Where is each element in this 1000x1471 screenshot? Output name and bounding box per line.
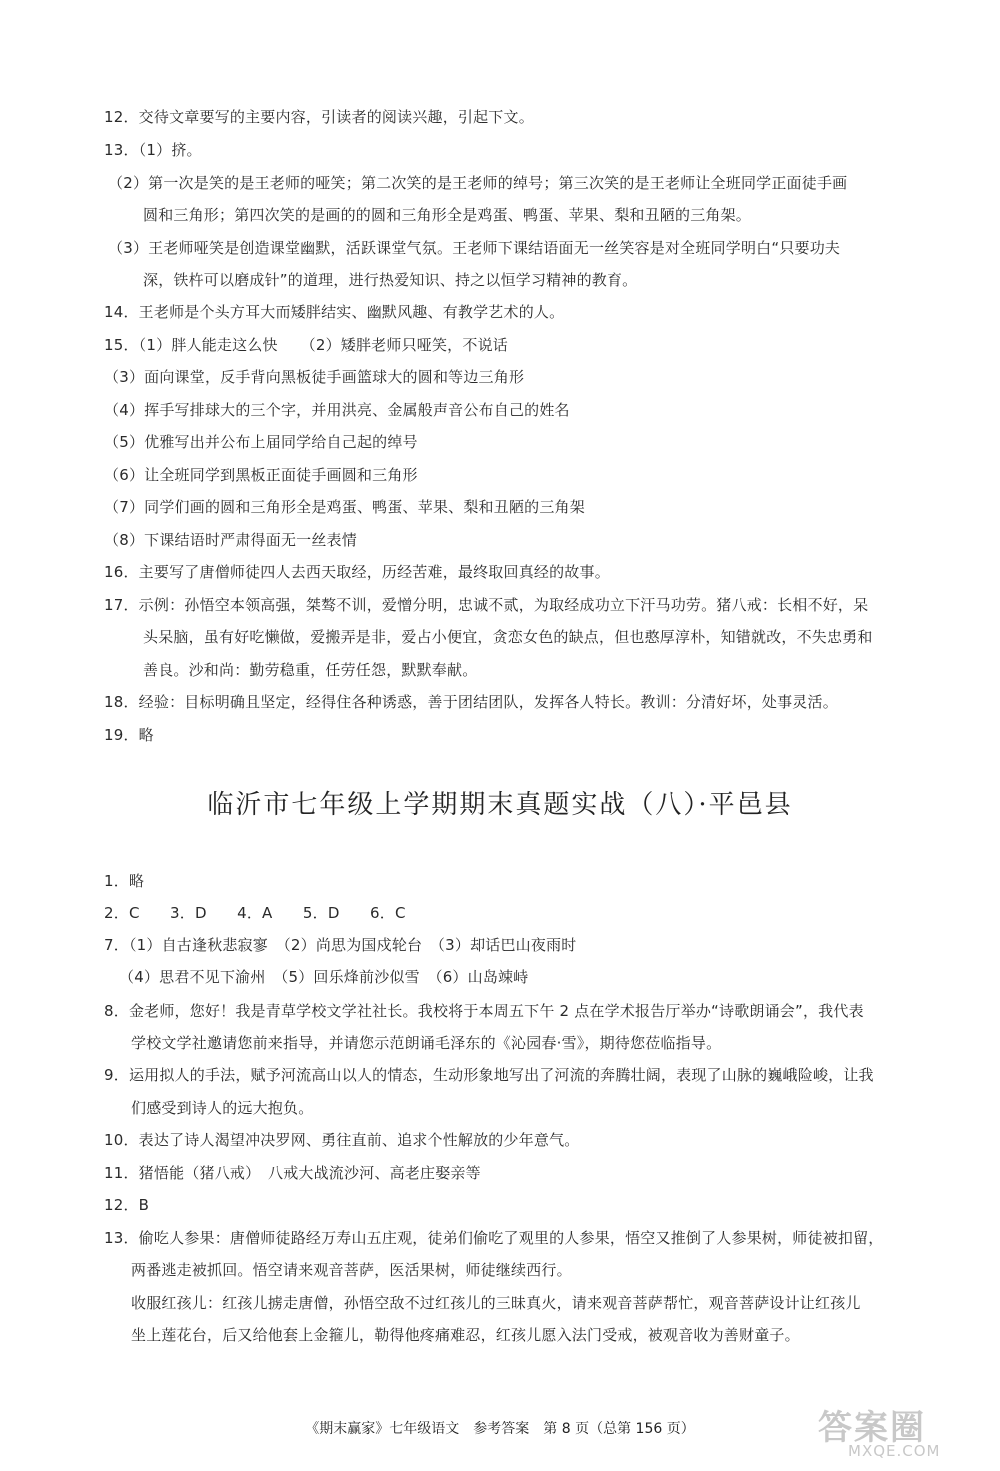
answer-line: 12．B — [104, 1196, 150, 1214]
answer-line: 坐上莲花台，后又给他套上金箍儿，勒得他疼痛难忍，红孩儿愿入法门受戒，被观音收为善财童子。 — [131, 1326, 800, 1344]
section-title: 临沂市七年级上学期期末真题实战（八）·平邑县 — [207, 790, 793, 820]
answer-line: （2）第一次是笑的是王老师的哑笑；第二次笑的是王老师的绰号；第三次笑的是王老师让全班同学正面徒手画 — [108, 174, 848, 192]
answer-line: （5）优雅写出并公布上届同学给自己起的绰号 — [104, 433, 418, 451]
answer-line: 8．金老师，您好！我是青草学校文学社社长。我校将于本周五下午 2 点在学术报告厅举办“诗歌朗诵会”，我代表 — [104, 1002, 864, 1020]
answer-line: 两番逃走被抓回。悟空请来观音菩萨，医活果树，师徒继续西行。 — [131, 1261, 572, 1279]
answer-line: 圆和三角形；第四次笑的是画的的圆和三角形全是鸡蛋、鸭蛋、苹果、梨和丑陋的三角架。 — [143, 206, 752, 224]
answer-line: 9．运用拟人的手法，赋予河流高山以人的情态，生动形象地写出了河流的奔腾壮阔，表现了山脉的巍峨险峻，让我 — [104, 1066, 874, 1084]
answer-line: 们感受到诗人的远大抱负。 — [131, 1099, 314, 1117]
answer-line: 深，铁杵可以磨成针”的道理，进行热爱知识、持之以恒学习精神的教育。 — [143, 271, 638, 289]
answer-line: 17．示例：孙悟空本领高强，桀骜不训，爱憎分明，忠诚不贰，为取经成功立下汗马功劳。猪八戒：长相不好，呆 — [104, 596, 869, 614]
answer-line: （4）挥手写排球大的三个字，并用洪亮、金属般声音公布自己的姓名 — [104, 401, 570, 419]
answer-line: （3）王老师哑笑是创造课堂幽默，活跃课堂气氛。王老师下课结语面无一丝笑容是对全班同学明白“只要功夫 — [108, 239, 841, 257]
answer-line: 收服红孩儿：红孩儿掳走唐僧，孙悟空敌不过红孩儿的三昧真火，请来观音菩萨帮忙，观音菩萨设计让红孩儿 — [131, 1294, 861, 1312]
answer-line: 12．交待文章要写的主要内容，引读者的阅读兴趣，引起下文。 — [104, 108, 534, 126]
answer-line: 19．略 — [104, 726, 154, 744]
page-footer: 《期末赢家》七年级语文 参考答案 第 8 页（总第 156 页） — [305, 1421, 695, 1437]
answer-line: 7．（1）自古逢秋悲寂寥 （2）尚思为国戍轮台 （3）却话巴山夜雨时 — [104, 936, 577, 954]
answer-line: 头呆脑，虽有好吃懒做，爱搬弄是非，爱占小便宜，贪恋女色的缺点，但也憨厚淳朴，知错就改，不失忠勇和 — [143, 628, 873, 646]
watermark-url-text: MXQE.COM — [848, 1442, 941, 1460]
answer-line: （7）同学们画的圆和三角形全是鸡蛋、鸭蛋、苹果、梨和丑陋的三角架 — [104, 498, 585, 516]
answer-line: （4）思君不见下渝州 （5）回乐烽前沙似雪 （6）山岛竦峙 — [119, 968, 529, 986]
answer-line: 善良。沙和尚：勤劳稳重，任劳任怨，默默奉献。 — [143, 661, 478, 679]
answer-line: 学校文学社邀请您前来指导，并请您示范朗诵毛泽东的《沁园春·雪》，期待您莅临指导。 — [131, 1034, 722, 1052]
answer-line: 1．略 — [104, 872, 145, 890]
answer-line: 13．（1）挤。 — [104, 141, 202, 159]
answer-line: （6）让全班同学到黑板正面徒手画圆和三角形 — [104, 466, 418, 484]
answer-line: 14．王老师是个头方耳大而矮胖结实、幽默风趣、有教学艺术的人。 — [104, 303, 565, 321]
answer-line: 10．表达了诗人渴望冲决罗网、勇往直前、追求个性解放的少年意气。 — [104, 1131, 580, 1149]
watermark-main-text: 答案圈 — [818, 1408, 926, 1448]
answer-line: （8）下课结语时严肃得面无一丝表情 — [104, 531, 357, 549]
answer-line: 18．经验：目标明确且坚定，经得住各种诱惑，善于团结团队，发挥各人特长。教训：分清好坏，处事灵活。 — [104, 693, 838, 711]
answer-line: 11．猪悟能（猪八戒） 八戒大战流沙河、高老庄娶亲等 — [104, 1164, 481, 1182]
watermark-logo — [800, 1400, 990, 1465]
answer-line: 2．C 3．D 4．A 5．D 6．C — [104, 904, 406, 922]
answer-line: 16．主要写了唐僧师徒四人去西天取经，历经苦难，最终取回真经的故事。 — [104, 563, 610, 581]
answer-line: 13．偷吃人参果：唐僧师徒路经万寿山五庄观，徒弟们偷吃了观里的人参果，悟空又推倒了人参果树，师徒被扣留， — [104, 1229, 884, 1247]
answer-line: 15．（1）胖人能走这么快 （2）矮胖老师只哑笑，不说话 — [104, 336, 508, 354]
answer-line: （3）面向课堂，反手背向黑板徒手画篮球大的圆和等边三角形 — [104, 368, 525, 386]
